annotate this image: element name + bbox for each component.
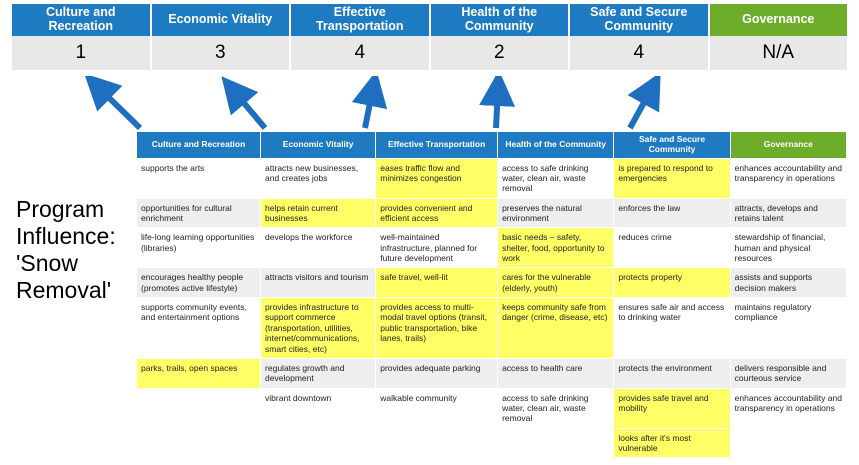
matrix-cell: assists and supports decision makers [730, 268, 846, 298]
matrix-cell: enhances accountability and transparency in operations [730, 158, 846, 198]
matrix-cell: access to health care [498, 358, 614, 388]
matrix-cell: regulates growth and development [261, 358, 376, 388]
matrix-header-safe-and-secure-community: Safe and Secure Community [614, 132, 730, 159]
matrix-cell [137, 428, 261, 458]
matrix-cell: stewardship of financial, human and physical resources [730, 228, 846, 268]
matrix-row [137, 388, 847, 428]
caption-line-4: Removal' [16, 277, 112, 304]
arrow-health-of-the-community [496, 88, 498, 128]
matrix-cell: walkable community [376, 388, 498, 428]
matrix-cell: delivers responsible and courteous service [730, 358, 846, 388]
strategic-outcomes-matrix [136, 131, 847, 458]
matrix-header-economic-vitality: Economic Vitality [261, 132, 376, 159]
matrix-cell: enforces the law [614, 198, 730, 228]
arrow-layer [0, 76, 859, 134]
matrix-header-culture-and-recreation: Culture and Recreation [137, 132, 261, 159]
matrix-cell: provides infrastructure to support commerce (transportation, utilities, internet/communications, smart cities, etc) [261, 298, 376, 359]
matrix-row [137, 268, 847, 298]
summary-header-health-of-the-community: Health of the Community [431, 4, 571, 36]
matrix-cell: maintains regulatory compliance [730, 298, 846, 359]
matrix-cell: helps retain current businesses [261, 198, 376, 228]
matrix-cell: protects the environment [614, 358, 730, 388]
matrix-cell: supports community events, and entertainment options [137, 298, 261, 359]
arrow-safe-and-secure-community [630, 88, 652, 128]
matrix-cell: eases traffic flow and minimizes congestion [376, 158, 498, 198]
caption-line-3: 'Snow [16, 250, 78, 277]
matrix-cell: basic needs – safety, shelter, food, opportunity to work [498, 228, 614, 268]
matrix-cell [376, 428, 498, 458]
matrix-row [137, 228, 847, 268]
summary-header-governance: Governance [710, 4, 848, 36]
matrix-cell: well-maintained infrastructure, planned for future development [376, 228, 498, 268]
matrix-cell: supports the arts [137, 158, 261, 198]
matrix-cell: ensures safe air and access to drinking water [614, 298, 730, 359]
summary-score-safe-and-secure-community: 4 [570, 36, 710, 70]
matrix-cell: attracts new businesses, and creates jobs [261, 158, 376, 198]
matrix-header-governance: Governance [730, 132, 846, 159]
summary-score-governance: N/A [762, 42, 795, 63]
matrix-cell [498, 428, 614, 458]
matrix-cell [137, 388, 261, 428]
matrix-cell: safe travel, well-lit [376, 268, 498, 298]
matrix-cell: access to safe drinking water, clean air, waste removal [498, 388, 614, 428]
matrix-row [137, 358, 847, 388]
matrix-cell [261, 428, 376, 458]
caption-line-2: Influence: [16, 223, 116, 250]
matrix-cell: provides access to multi-modal travel options (transit, public transportation, bike lanes, trails) [376, 298, 498, 359]
matrix-cell: provides adequate parking [376, 358, 498, 388]
matrix-cell: vibrant downtown [261, 388, 376, 428]
summary-header-economic-vitality: Economic Vitality [152, 4, 292, 36]
summary-header-effective-transportation: Effective Transportation [291, 4, 431, 36]
arrow-culture-and-recreation [97, 86, 140, 128]
matrix-row [137, 198, 847, 228]
caption-line-1: Program [16, 196, 105, 222]
matrix-header-effective-transportation: Effective Transportation [376, 132, 498, 159]
matrix-cell: parks, trails, open spaces [137, 358, 261, 388]
matrix-cell: attracts visitors and tourism [261, 268, 376, 298]
matrix-cell [730, 428, 846, 458]
strategic-outcomes-summary-band [12, 4, 847, 70]
matrix-body [137, 158, 847, 458]
matrix-header-health-of-the-community: Health of the Community [498, 132, 614, 159]
matrix-cell: reduces crime [614, 228, 730, 268]
matrix-cell: protects property [614, 268, 730, 298]
summary-score-economic-vitality: 3 [152, 36, 292, 70]
matrix-cell: enhances accountability and transparency in operations [730, 388, 846, 428]
summary-score-health-of-the-community: 2 [431, 36, 571, 70]
matrix-cell: keeps community safe from danger (crime, disease, etc) [498, 298, 614, 359]
summary-header-safe-and-secure-community: Safe and Secure Community [570, 4, 710, 36]
matrix-cell: attracts, develops and retains talent [730, 198, 846, 228]
matrix-cell: provides safe travel and mobility [614, 388, 730, 428]
summary-score-culture-and-recreation: 1 [12, 36, 152, 70]
matrix-header-row [137, 132, 847, 159]
matrix-cell: develops the workforce [261, 228, 376, 268]
program-influence-caption [16, 196, 134, 305]
summary-score-row [12, 36, 847, 70]
arrow-effective-transportation [365, 88, 373, 128]
summary-header-culture-and-recreation: Culture and Recreation [12, 4, 152, 36]
matrix-cell: cares for the vulnerable (elderly, youth) [498, 268, 614, 298]
matrix-row [137, 158, 847, 198]
summary-header-row [12, 4, 847, 36]
matrix-row [137, 298, 847, 359]
summary-score-effective-transportation: 4 [291, 36, 431, 70]
matrix-cell: access to safe drinking water, clean air, waste removal [498, 158, 614, 198]
matrix-cell: preserves the natural environment [498, 198, 614, 228]
matrix-cell: provides convenient and efficient access [376, 198, 498, 228]
matrix-cell: life-long learning opportunities (libraries) [137, 228, 261, 268]
matrix-cell: encourages healthy people (promotes active lifestyle) [137, 268, 261, 298]
matrix-cell: looks after it's most vulnerable [614, 428, 730, 458]
arrow-economic-vitality [233, 90, 265, 128]
matrix-cell: is prepared to respond to emergencies [614, 158, 730, 198]
matrix-row [137, 428, 847, 458]
matrix-cell: opportunities for cultural enrichment [137, 198, 261, 228]
